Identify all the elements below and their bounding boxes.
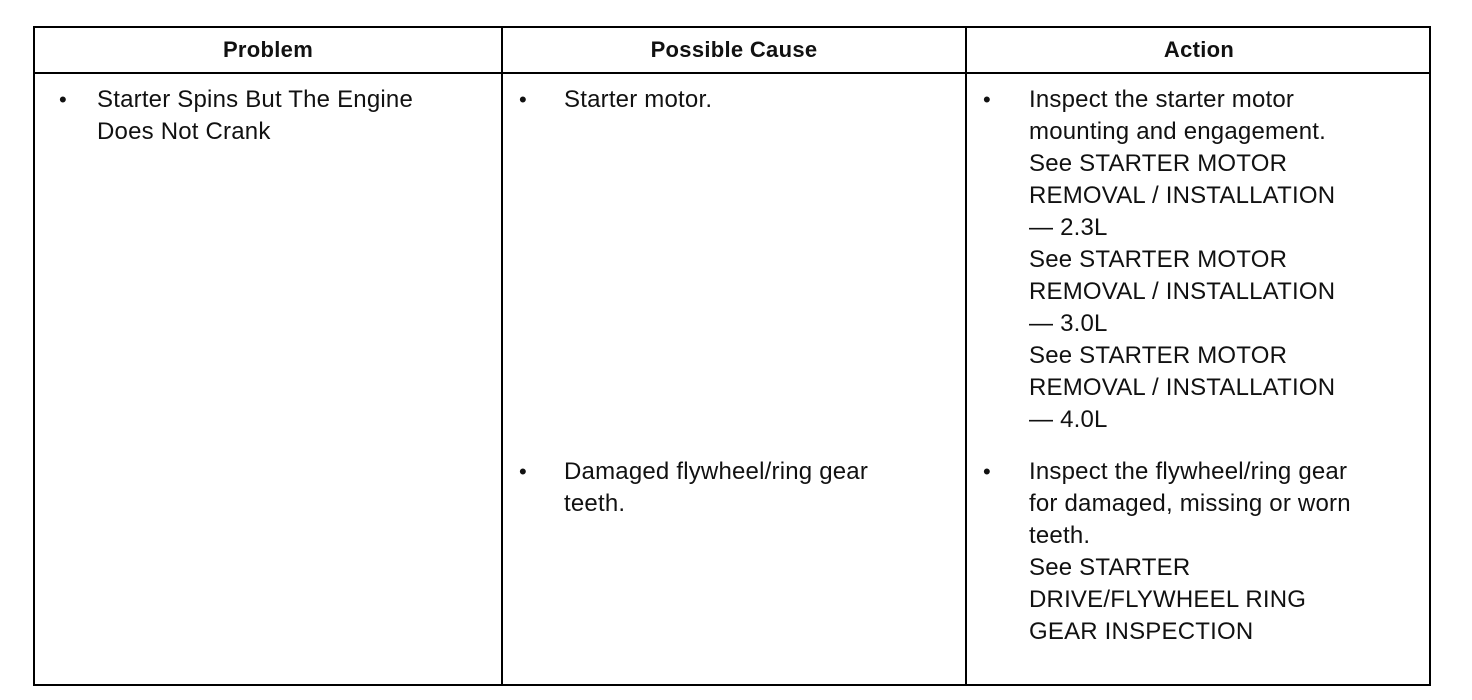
action-line: REMOVAL / INSTALLATION [1029,278,1336,305]
header-possible-cause: Possible Cause [650,37,818,62]
cause-line: Damaged flywheel/ring gear [564,458,869,485]
column-divider [501,28,503,684]
action-text-starter-motor [1029,84,1335,436]
action-line: See STARTER MOTOR [1029,150,1288,177]
action-line: mounting and engagement. [1029,118,1327,145]
problem-line: Does Not Crank [97,118,271,145]
cause-text-starter-motor [564,84,712,116]
action-line: Inspect the starter motor [1029,86,1295,113]
action-line: GEAR INSPECTION [1029,618,1254,645]
header-divider [35,72,1429,74]
action-text-flywheel [1029,456,1351,648]
cause-bullet: • [519,459,527,484]
action-bullet: • [983,459,991,484]
action-line: Inspect the flywheel/ring gear [1029,458,1348,485]
problem-line: Starter Spins But The Engine [97,86,414,113]
problem-text [97,84,413,148]
troubleshooting-table [33,26,1431,686]
column-divider [965,28,967,684]
action-line: See STARTER MOTOR [1029,246,1288,273]
action-line: See STARTER MOTOR [1029,342,1288,369]
action-line: — 4.0L [1029,406,1108,433]
action-line: teeth. [1029,522,1091,549]
action-bullet: • [983,87,991,112]
cause-line: teeth. [564,490,626,517]
action-line: REMOVAL / INSTALLATION [1029,182,1336,209]
problem-bullet: • [59,87,67,112]
action-line: for damaged, missing or worn [1029,490,1351,517]
action-line: See STARTER [1029,554,1191,581]
header-action: Action [1163,37,1235,62]
cause-bullet: • [519,87,527,112]
action-line: — 2.3L [1029,214,1108,241]
header-problem: Problem [222,37,314,62]
action-line: — 3.0L [1029,310,1108,337]
action-line: DRIVE/FLYWHEEL RING [1029,586,1307,613]
cause-line: Starter motor. [564,86,713,113]
action-line: REMOVAL / INSTALLATION [1029,374,1336,401]
cause-text-flywheel [564,456,868,520]
